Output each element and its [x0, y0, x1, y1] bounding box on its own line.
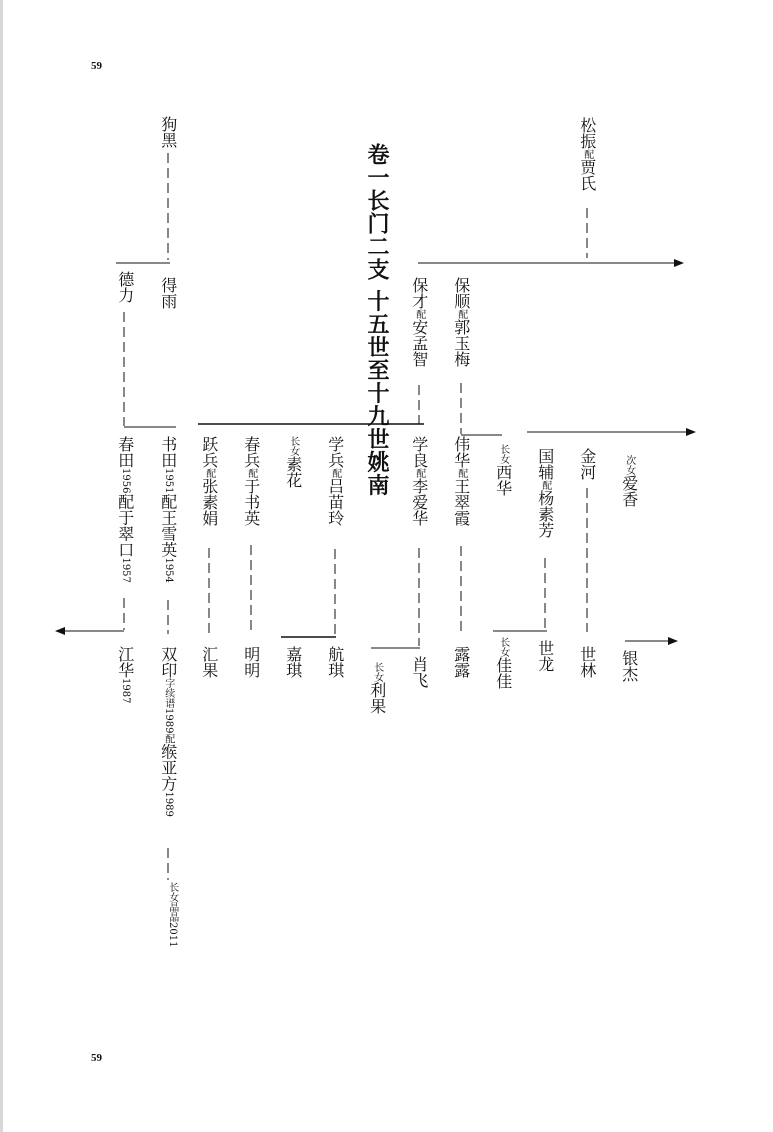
person-jianghua: 江华1987	[115, 646, 135, 704]
person-huiguo: 汇果	[199, 646, 219, 678]
person-shutian: 书田1951配王雪英1954	[158, 436, 178, 583]
person-hangqi: 航琪	[325, 646, 345, 678]
person-gouhei: 狗黑	[158, 116, 178, 148]
person-xihua: 长女西华	[493, 444, 513, 496]
person-jinhe: 金河	[577, 448, 597, 480]
person-baoshun: 保顺配郭玉梅	[451, 277, 471, 367]
person-songzhen: 松振配贾氏	[577, 117, 597, 191]
person-jiajia: 长女佳佳	[493, 637, 513, 689]
person-yinjie: 银杰	[619, 650, 639, 682]
person-xuebing: 学兵配吕苗玲	[325, 436, 345, 526]
person-shilin: 世林	[577, 646, 597, 678]
page-number-top: 59	[91, 60, 102, 72]
person-jingjing: 长女晶晶2011	[166, 882, 178, 948]
person-lulu: 露露	[451, 646, 471, 678]
person-mingming: 明明	[241, 646, 261, 678]
person-deli: 德力	[115, 271, 135, 303]
person-liguo: 长女利果	[367, 662, 387, 714]
person-shuangyin: 双印字续谱1989配缑亚方1989	[158, 646, 178, 817]
person-guofu: 国辅配杨素芳	[535, 448, 555, 538]
person-yuebing: 跃兵配张素娟	[199, 436, 219, 526]
page-number-bottom: 59	[91, 1052, 102, 1064]
person-chuntian: 春田1956配于翠口1957	[115, 436, 135, 583]
person-deyu: 得雨	[158, 277, 178, 309]
person-aixiang: 次女爱香	[619, 455, 639, 507]
person-baocai: 保才配安孟智	[409, 277, 429, 367]
person-jiaqi: 嘉琪	[283, 646, 303, 678]
person-chunbing: 春兵配于书英	[241, 436, 261, 526]
page-title: 卷一长门二支 十五世至十九世姚南	[364, 143, 389, 497]
person-xiaofei: 肖飞	[409, 656, 429, 688]
person-xueliang: 学良配李爱华	[409, 436, 429, 526]
person-weihua: 伟华配王翠霞	[451, 436, 471, 526]
person-suhua: 长女素花	[283, 436, 303, 488]
person-shilong: 世龙	[535, 640, 555, 672]
